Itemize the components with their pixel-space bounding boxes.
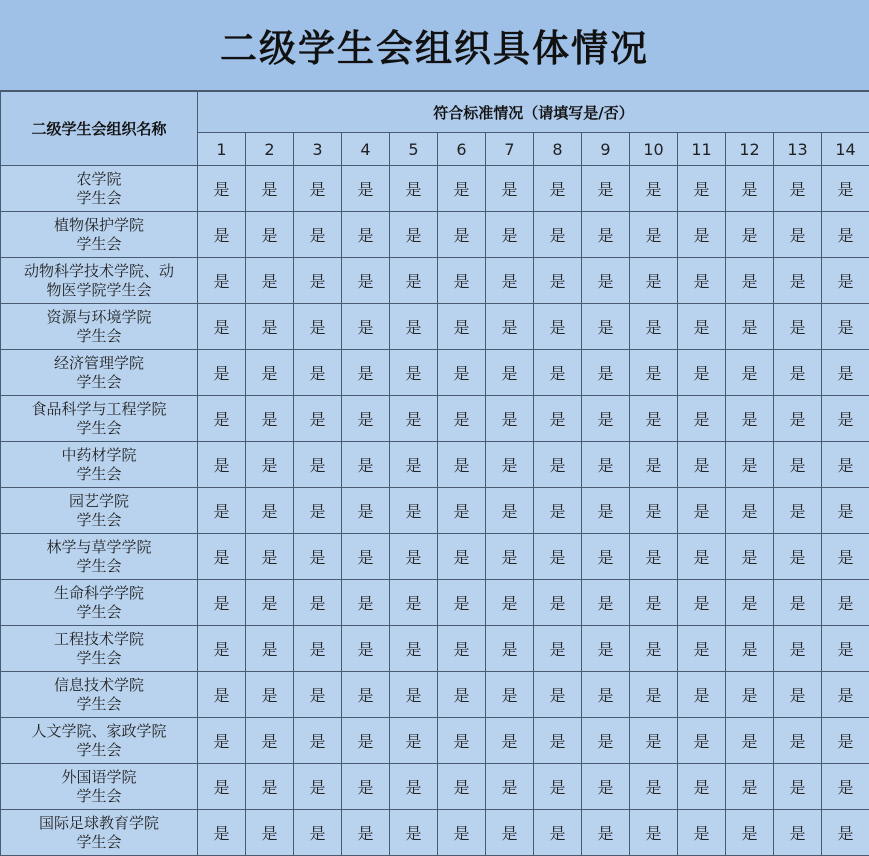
status-cell[interactable]: 是: [342, 626, 390, 672]
status-cell[interactable]: 是: [774, 304, 822, 350]
status-cell[interactable]: 是: [726, 258, 774, 304]
status-cell[interactable]: 是: [774, 672, 822, 718]
status-cell[interactable]: 是: [726, 626, 774, 672]
status-cell[interactable]: 是: [294, 350, 342, 396]
status-cell[interactable]: 是: [726, 534, 774, 580]
status-cell[interactable]: 是: [630, 810, 678, 856]
table-row: [1, 258, 869, 304]
status-cell[interactable]: 是: [198, 810, 246, 856]
status-cell[interactable]: 是: [198, 764, 246, 810]
status-cell[interactable]: 是: [774, 396, 822, 442]
table-row: [1, 580, 869, 626]
status-cell[interactable]: 是: [582, 672, 630, 718]
status-cell[interactable]: 是: [534, 488, 582, 534]
status-cell[interactable]: 是: [630, 626, 678, 672]
status-cell[interactable]: 是: [534, 810, 582, 856]
status-cell[interactable]: 是: [246, 350, 294, 396]
status-cell[interactable]: 是: [390, 810, 438, 856]
status-cell[interactable]: 是: [246, 212, 294, 258]
status-cell[interactable]: 是: [822, 258, 869, 304]
status-cell[interactable]: 是: [246, 764, 294, 810]
status-cell[interactable]: 是: [582, 626, 630, 672]
status-cell[interactable]: 是: [630, 672, 678, 718]
criteria-number-header: 8: [534, 133, 582, 166]
status-cell[interactable]: 是: [438, 534, 486, 580]
status-cell[interactable]: 是: [630, 258, 678, 304]
status-cell[interactable]: 是: [678, 488, 726, 534]
status-cell[interactable]: 是: [678, 304, 726, 350]
status-cell[interactable]: 是: [582, 718, 630, 764]
status-cell[interactable]: 是: [342, 580, 390, 626]
status-cell[interactable]: 是: [486, 626, 534, 672]
status-cell[interactable]: 是: [486, 350, 534, 396]
organization-name-cell: 经济管理学院 学生会: [1, 350, 198, 396]
status-cell[interactable]: 是: [342, 166, 390, 212]
status-cell[interactable]: 是: [438, 626, 486, 672]
criteria-number-header: 14: [822, 133, 869, 166]
status-cell[interactable]: 是: [822, 764, 869, 810]
status-cell[interactable]: 是: [390, 626, 438, 672]
criteria-number-header: 5: [390, 133, 438, 166]
criteria-number-header: 10: [630, 133, 678, 166]
status-cell[interactable]: 是: [198, 672, 246, 718]
status-cell[interactable]: 是: [390, 212, 438, 258]
status-cell[interactable]: 是: [198, 580, 246, 626]
table-row: [1, 304, 869, 350]
status-cell[interactable]: 是: [342, 212, 390, 258]
status-cell[interactable]: 是: [726, 350, 774, 396]
status-cell[interactable]: 是: [438, 580, 486, 626]
status-cell[interactable]: 是: [726, 442, 774, 488]
status-cell[interactable]: 是: [294, 396, 342, 442]
status-cell[interactable]: 是: [630, 166, 678, 212]
status-cell[interactable]: 是: [582, 350, 630, 396]
status-cell[interactable]: 是: [534, 718, 582, 764]
status-cell[interactable]: 是: [774, 580, 822, 626]
status-cell[interactable]: 是: [486, 442, 534, 488]
status-cell[interactable]: 是: [390, 534, 438, 580]
status-cell[interactable]: 是: [342, 488, 390, 534]
status-cell[interactable]: 是: [294, 442, 342, 488]
status-cell[interactable]: 是: [390, 166, 438, 212]
status-cell[interactable]: 是: [198, 304, 246, 350]
status-cell[interactable]: 是: [630, 764, 678, 810]
status-cell[interactable]: 是: [678, 580, 726, 626]
organization-name-cell: 中药材学院 学生会: [1, 442, 198, 488]
status-cell[interactable]: 是: [534, 350, 582, 396]
status-cell[interactable]: 是: [534, 534, 582, 580]
status-cell[interactable]: 是: [582, 488, 630, 534]
status-cell[interactable]: 是: [342, 672, 390, 718]
status-cell[interactable]: 是: [678, 166, 726, 212]
status-cell[interactable]: 是: [822, 304, 869, 350]
status-cell[interactable]: 是: [534, 166, 582, 212]
status-cell[interactable]: 是: [246, 672, 294, 718]
status-cell[interactable]: 是: [678, 810, 726, 856]
organization-name-cell: 植物保护学院 学生会: [1, 212, 198, 258]
table-body: [1, 166, 869, 856]
status-cell[interactable]: 是: [726, 396, 774, 442]
organization-name-cell: 国际足球教育学院 学生会: [1, 810, 198, 856]
organization-name-cell: 信息技术学院 学生会: [1, 672, 198, 718]
status-cell[interactable]: 是: [822, 626, 869, 672]
criteria-group-header: 符合标准情况（请填写是/否）: [198, 92, 869, 133]
status-cell[interactable]: 是: [582, 442, 630, 488]
status-cell[interactable]: 是: [246, 718, 294, 764]
status-cell[interactable]: 是: [438, 258, 486, 304]
status-cell[interactable]: 是: [486, 258, 534, 304]
table-row: [1, 534, 869, 580]
status-cell[interactable]: 是: [534, 304, 582, 350]
page-title: 二级学生会组织具体情况: [0, 0, 869, 91]
status-cell[interactable]: 是: [294, 810, 342, 856]
criteria-number-header: 1: [198, 133, 246, 166]
status-cell[interactable]: 是: [486, 304, 534, 350]
status-cell[interactable]: 是: [822, 442, 869, 488]
status-cell[interactable]: 是: [726, 304, 774, 350]
status-cell[interactable]: 是: [438, 672, 486, 718]
table-row: [1, 442, 869, 488]
status-cell[interactable]: 是: [582, 580, 630, 626]
status-cell[interactable]: 是: [390, 488, 438, 534]
status-cell[interactable]: 是: [390, 764, 438, 810]
status-cell[interactable]: 是: [390, 580, 438, 626]
status-cell[interactable]: 是: [246, 396, 294, 442]
status-cell[interactable]: 是: [774, 442, 822, 488]
organization-name-cell: 动物科学技术学院、动 物医学院学生会: [1, 258, 198, 304]
status-cell[interactable]: 是: [726, 718, 774, 764]
organization-name-cell: 生命科学学院 学生会: [1, 580, 198, 626]
status-cell[interactable]: 是: [198, 626, 246, 672]
table-row: [1, 350, 869, 396]
status-cell[interactable]: 是: [294, 258, 342, 304]
status-cell[interactable]: 是: [438, 810, 486, 856]
status-cell[interactable]: 是: [294, 166, 342, 212]
status-cell[interactable]: 是: [486, 810, 534, 856]
criteria-number-header: 12: [726, 133, 774, 166]
status-cell[interactable]: 是: [678, 396, 726, 442]
name-column-header: 二级学生会组织名称: [1, 92, 198, 166]
status-cell[interactable]: 是: [774, 534, 822, 580]
status-cell[interactable]: 是: [342, 258, 390, 304]
status-cell[interactable]: 是: [726, 488, 774, 534]
status-cell[interactable]: 是: [726, 764, 774, 810]
status-cell[interactable]: 是: [198, 258, 246, 304]
status-cell[interactable]: 是: [342, 718, 390, 764]
criteria-number-header: 4: [342, 133, 390, 166]
organization-name-cell: 食品科学与工程学院 学生会: [1, 396, 198, 442]
status-cell[interactable]: 是: [726, 672, 774, 718]
status-cell[interactable]: 是: [342, 350, 390, 396]
status-cell[interactable]: 是: [774, 718, 822, 764]
status-cell[interactable]: 是: [774, 764, 822, 810]
criteria-number-header: 13: [774, 133, 822, 166]
status-cell[interactable]: 是: [774, 258, 822, 304]
status-cell[interactable]: 是: [678, 718, 726, 764]
organization-name-cell: 园艺学院 学生会: [1, 488, 198, 534]
status-cell[interactable]: 是: [582, 396, 630, 442]
status-cell[interactable]: 是: [486, 764, 534, 810]
status-cell[interactable]: 是: [438, 212, 486, 258]
status-cell[interactable]: 是: [534, 442, 582, 488]
status-cell[interactable]: 是: [438, 764, 486, 810]
status-cell[interactable]: 是: [774, 166, 822, 212]
status-cell[interactable]: 是: [246, 626, 294, 672]
status-cell[interactable]: 是: [822, 488, 869, 534]
organization-name-cell: 外国语学院 学生会: [1, 764, 198, 810]
status-cell[interactable]: 是: [630, 350, 678, 396]
status-cell[interactable]: 是: [246, 166, 294, 212]
criteria-number-header: 3: [294, 133, 342, 166]
status-cell[interactable]: 是: [630, 718, 678, 764]
status-cell[interactable]: 是: [822, 534, 869, 580]
status-cell[interactable]: 是: [678, 442, 726, 488]
criteria-number-header: 2: [246, 133, 294, 166]
status-cell[interactable]: 是: [726, 580, 774, 626]
criteria-number-header: 11: [678, 133, 726, 166]
status-cell[interactable]: 是: [294, 304, 342, 350]
criteria-number-header: 9: [582, 133, 630, 166]
status-cell[interactable]: 是: [534, 258, 582, 304]
status-cell[interactable]: 是: [342, 304, 390, 350]
status-cell[interactable]: 是: [774, 626, 822, 672]
status-cell[interactable]: 是: [390, 258, 438, 304]
status-cell[interactable]: 是: [342, 442, 390, 488]
status-cell[interactable]: 是: [678, 534, 726, 580]
status-cell[interactable]: 是: [486, 580, 534, 626]
status-cell[interactable]: 是: [390, 718, 438, 764]
status-cell[interactable]: 是: [822, 810, 869, 856]
status-cell[interactable]: 是: [582, 764, 630, 810]
status-cell[interactable]: 是: [822, 718, 869, 764]
organization-name-cell: 工程技术学院 学生会: [1, 626, 198, 672]
status-cell[interactable]: 是: [390, 672, 438, 718]
status-cell[interactable]: 是: [390, 350, 438, 396]
status-cell[interactable]: 是: [774, 810, 822, 856]
status-cell[interactable]: 是: [630, 212, 678, 258]
status-cell[interactable]: 是: [678, 350, 726, 396]
status-cell[interactable]: 是: [486, 488, 534, 534]
table-row: [1, 396, 869, 442]
status-cell[interactable]: 是: [438, 442, 486, 488]
status-cell[interactable]: 是: [246, 304, 294, 350]
status-cell[interactable]: 是: [294, 626, 342, 672]
status-cell[interactable]: 是: [534, 626, 582, 672]
table-row: [1, 212, 869, 258]
status-cell[interactable]: 是: [534, 212, 582, 258]
status-cell[interactable]: 是: [822, 580, 869, 626]
status-cell[interactable]: 是: [582, 810, 630, 856]
status-cell[interactable]: 是: [678, 626, 726, 672]
status-cell[interactable]: 是: [486, 396, 534, 442]
status-cell[interactable]: 是: [342, 764, 390, 810]
status-cell[interactable]: 是: [582, 212, 630, 258]
table-row: [1, 764, 869, 810]
status-cell[interactable]: 是: [342, 534, 390, 580]
status-cell[interactable]: 是: [198, 212, 246, 258]
status-cell[interactable]: 是: [342, 810, 390, 856]
status-cell[interactable]: 是: [438, 488, 486, 534]
status-cell[interactable]: 是: [630, 396, 678, 442]
status-cell[interactable]: 是: [774, 212, 822, 258]
status-cell[interactable]: 是: [726, 212, 774, 258]
status-cell[interactable]: 是: [198, 442, 246, 488]
table-row: [1, 488, 869, 534]
status-cell[interactable]: 是: [774, 350, 822, 396]
status-cell[interactable]: 是: [822, 350, 869, 396]
status-cell[interactable]: 是: [486, 534, 534, 580]
status-cell[interactable]: 是: [534, 764, 582, 810]
status-cell[interactable]: 是: [630, 534, 678, 580]
status-cell[interactable]: 是: [678, 258, 726, 304]
status-cell[interactable]: 是: [678, 212, 726, 258]
status-cell[interactable]: 是: [198, 396, 246, 442]
criteria-number-header: 6: [438, 133, 486, 166]
status-cell[interactable]: 是: [294, 580, 342, 626]
status-cell[interactable]: 是: [294, 488, 342, 534]
status-cell[interactable]: 是: [534, 580, 582, 626]
status-cell[interactable]: 是: [246, 488, 294, 534]
status-cell[interactable]: 是: [438, 166, 486, 212]
table-row: [1, 626, 869, 672]
status-cell[interactable]: 是: [630, 580, 678, 626]
status-cell[interactable]: 是: [822, 212, 869, 258]
status-cell[interactable]: 是: [678, 672, 726, 718]
status-cell[interactable]: 是: [582, 534, 630, 580]
table-row: [1, 718, 869, 764]
organization-name-cell: 资源与环境学院 学生会: [1, 304, 198, 350]
status-table: [0, 91, 869, 856]
status-cell[interactable]: 是: [198, 718, 246, 764]
status-cell[interactable]: 是: [486, 672, 534, 718]
status-cell[interactable]: 是: [246, 534, 294, 580]
status-cell[interactable]: 是: [774, 488, 822, 534]
status-cell[interactable]: 是: [198, 488, 246, 534]
table-row: [1, 672, 869, 718]
organization-name-cell: 林学与草学学院 学生会: [1, 534, 198, 580]
status-cell[interactable]: 是: [294, 718, 342, 764]
status-cell[interactable]: 是: [246, 442, 294, 488]
status-cell[interactable]: 是: [534, 672, 582, 718]
status-cell[interactable]: 是: [726, 166, 774, 212]
status-cell[interactable]: 是: [198, 350, 246, 396]
status-cell[interactable]: 是: [438, 718, 486, 764]
status-cell[interactable]: 是: [294, 534, 342, 580]
status-cell[interactable]: 是: [630, 442, 678, 488]
status-cell[interactable]: 是: [534, 396, 582, 442]
status-cell[interactable]: 是: [438, 304, 486, 350]
status-cell[interactable]: 是: [678, 764, 726, 810]
status-cell[interactable]: 是: [246, 810, 294, 856]
status-cell[interactable]: 是: [390, 304, 438, 350]
status-cell[interactable]: 是: [630, 488, 678, 534]
status-cell[interactable]: 是: [486, 718, 534, 764]
status-cell[interactable]: 是: [390, 396, 438, 442]
status-cell[interactable]: 是: [486, 212, 534, 258]
status-cell[interactable]: 是: [294, 212, 342, 258]
organization-name-cell: 农学院 学生会: [1, 166, 198, 212]
criteria-number-header: 7: [486, 133, 534, 166]
status-cell[interactable]: 是: [486, 166, 534, 212]
status-cell[interactable]: 是: [822, 166, 869, 212]
status-cell[interactable]: 是: [726, 810, 774, 856]
status-cell[interactable]: 是: [822, 672, 869, 718]
status-cell[interactable]: 是: [582, 258, 630, 304]
status-cell[interactable]: 是: [582, 166, 630, 212]
status-cell[interactable]: 是: [342, 396, 390, 442]
organization-name-cell: 人文学院、家政学院 学生会: [1, 718, 198, 764]
status-cell[interactable]: 是: [582, 304, 630, 350]
status-cell[interactable]: 是: [438, 396, 486, 442]
table-row: [1, 166, 869, 212]
status-cell[interactable]: 是: [246, 580, 294, 626]
status-cell[interactable]: 是: [438, 350, 486, 396]
status-cell[interactable]: 是: [630, 304, 678, 350]
status-cell[interactable]: 是: [198, 534, 246, 580]
status-cell[interactable]: 是: [822, 396, 869, 442]
table-row: [1, 810, 869, 856]
status-cell[interactable]: 是: [294, 764, 342, 810]
status-cell[interactable]: 是: [390, 442, 438, 488]
status-cell[interactable]: 是: [198, 166, 246, 212]
status-cell[interactable]: 是: [246, 258, 294, 304]
status-cell[interactable]: 是: [294, 672, 342, 718]
